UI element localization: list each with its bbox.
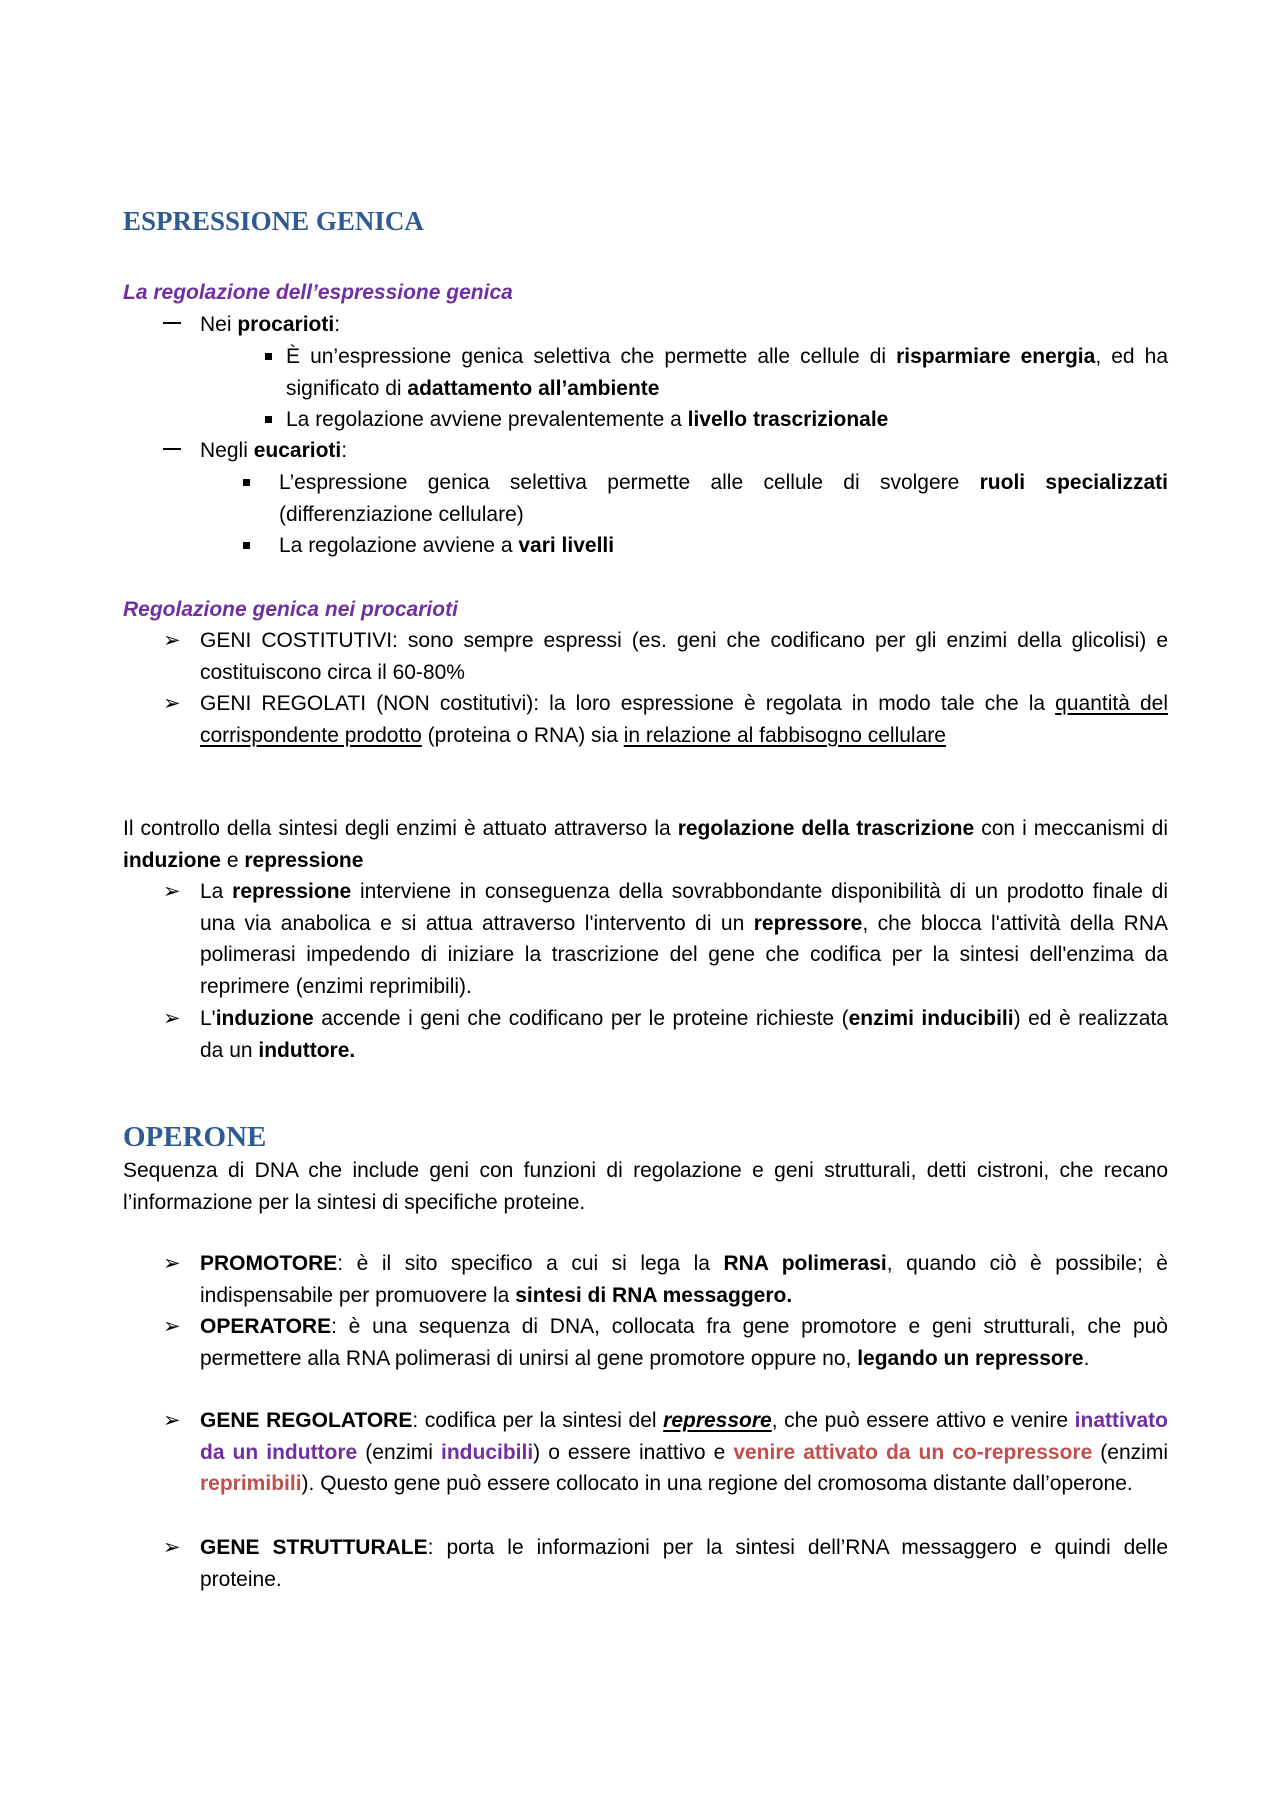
arrow-bullet-icon: ➢ xyxy=(163,1409,181,1432)
section-title-operone: OPERONE xyxy=(123,1121,267,1153)
list-item-gene-strutturale: ➢ GENE STRUTTURALE: porta le informazioni per la sintesi dell’RNA messaggero e quindi delle proteine. xyxy=(123,1532,1168,1595)
list-item-gene-regolatore: ➢ GENE REGOLATORE: codifica per la sintesi del repressore, che può essere attivo e venire inattivato da un induttore (enzimi inducibili) o essere inattivo e venire attivato da un co-repressore (enzimi reprimibili). Questo gene può essere collocato in una regione del cromosoma distante dall’operone. xyxy=(123,1405,1168,1500)
list-item-promotore: ➢ PROMOTORE: è il sito specifico a cui si lega la RNA polimerasi, quando ciò è possibile; è indispensabile per promuovere la sintesi di RNA messaggero. xyxy=(123,1248,1168,1311)
dash-bullet-icon xyxy=(163,322,181,324)
list-item-vari-livelli: La regolazione avviene a vari livelli xyxy=(123,530,1168,562)
arrow-bullet-icon: ➢ xyxy=(163,880,181,903)
arrow-bullet-icon: ➢ xyxy=(163,1315,181,1338)
arrow-bullet-icon: ➢ xyxy=(163,692,181,715)
paragraph-operone-intro: Sequenza di DNA che include geni con funzioni di regolazione e geni strutturali, detti cistroni, che recano l’informazione per la sintesi di specifiche proteine. xyxy=(123,1159,1168,1214)
square-bullet-icon xyxy=(265,416,272,423)
list-item-repressione: ➢ La repressione interviene in conseguenza della sovrabbondante disponibilità di un prodotto finale di una via anabolica e si attua attraverso l'intervento di un repressore, che blocca l'attività della RNA polimerasi impedendo di iniziare la trascrizione del gene che codifica per la sintesi dell'enzima da reprimere (enzimi reprimibili). xyxy=(123,876,1168,1002)
paragraph-controllo-sintesi: Il controllo della sintesi degli enzimi è attuato attraverso la regolazione della trascrizione con i meccanismi di induzione e repressione xyxy=(123,817,1169,872)
subheading-regolazione: La regolazione dell’espressione genica xyxy=(123,281,513,304)
list-item-geni-costitutivi: ➢ GENI COSTITUTIVI: sono sempre espressi (es. geni che codificano per gli enzimi della glicolisi) e costituiscono circa il 60-80% xyxy=(123,625,1168,688)
list-item-geni-regolati: ➢ GENI REGOLATI (NON costitutivi): la loro espressione è regolata in modo tale che la quantità del corrispondente prodotto (proteina o RNA) sia in relazione al fabbisogno cellulare xyxy=(123,688,1168,751)
list-item-eucarioti: Negli eucarioti: xyxy=(123,435,1168,467)
square-bullet-icon xyxy=(265,353,272,360)
arrow-bullet-icon: ➢ xyxy=(163,629,181,652)
arrow-bullet-icon: ➢ xyxy=(163,1252,181,1275)
arrow-bullet-icon: ➢ xyxy=(163,1007,181,1030)
arrow-bullet-icon: ➢ xyxy=(163,1536,181,1559)
list-item-risparmiare: È un’espressione genica selettiva che permette alle cellule di risparmiare energia, ed ha significato di adattamento all’ambiente xyxy=(123,341,1168,404)
subheading-procarioti: Regolazione genica nei procarioti xyxy=(123,598,458,621)
section-title-espressione-genica: ESPRESSIONE GENICA xyxy=(123,206,424,236)
list-item-induzione: ➢ L'induzione accende i geni che codificano per le proteine richieste (enzimi inducibili) ed è realizzata da un induttore. xyxy=(123,1003,1168,1066)
square-bullet-icon xyxy=(243,542,250,549)
dash-bullet-icon xyxy=(163,448,181,450)
list-item-operatore: ➢ OPERATORE: è una sequenza di DNA, collocata fra gene promotore e geni strutturali, che può permettere alla RNA polimerasi di unirsi al gene promotore oppure no, legando un repressore. xyxy=(123,1311,1168,1374)
list-item-procarioti: Nei procarioti: xyxy=(123,309,1168,341)
list-item-ruoli-specializzati: L’espressione genica selettiva permette alle cellule di svolgere ruoli specializzati (differenziazione cellulare) xyxy=(123,467,1168,530)
square-bullet-icon xyxy=(243,479,250,486)
list-item-livello-trascrizionale: La regolazione avviene prevalentemente a livello trascrizionale xyxy=(123,404,1168,436)
